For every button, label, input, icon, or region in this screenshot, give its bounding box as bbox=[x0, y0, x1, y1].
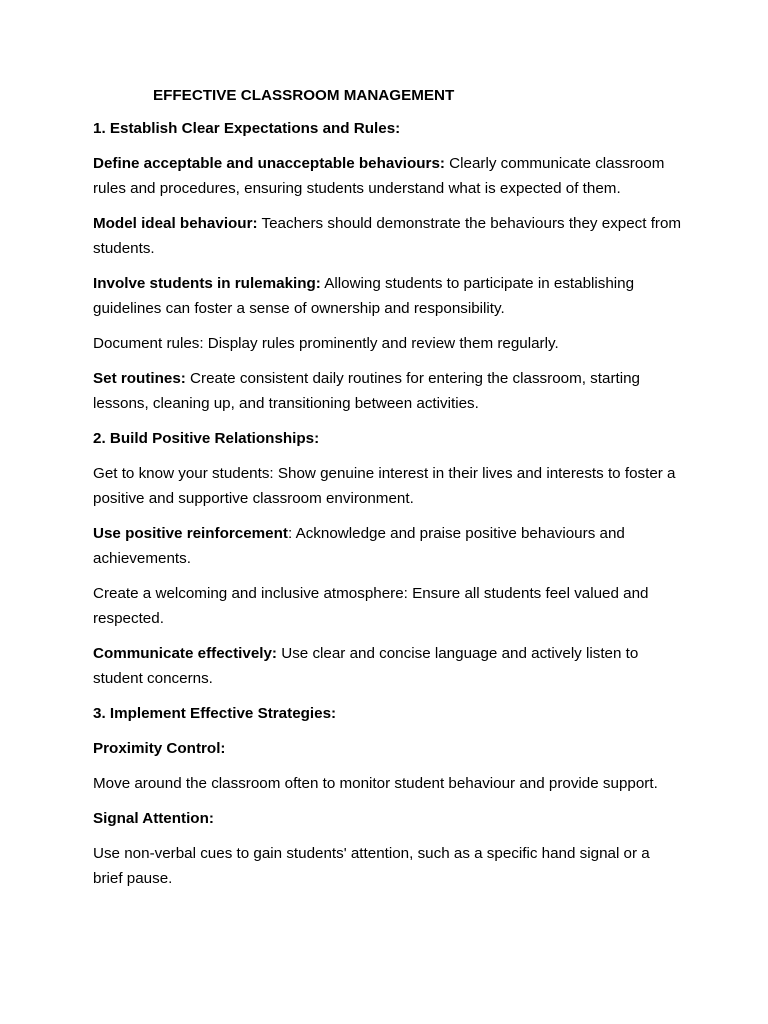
paragraph bbox=[93, 841, 683, 891]
paragraph-lead: Define acceptable and unacceptable behaviours: bbox=[93, 155, 445, 172]
paragraph bbox=[93, 581, 683, 631]
paragraph-lead: Signal Attention: bbox=[93, 810, 214, 827]
paragraph-lead: Model ideal behaviour: bbox=[93, 215, 258, 232]
paragraph bbox=[93, 366, 683, 416]
paragraph bbox=[93, 151, 683, 201]
paragraph-lead: Proximity Control: bbox=[93, 740, 226, 757]
paragraph-lead: Set routines: bbox=[93, 370, 186, 387]
section-heading: 1. Establish Clear Expectations and Rules: bbox=[93, 120, 401, 137]
paragraph bbox=[93, 521, 683, 571]
document-title: EFFECTIVE CLASSROOM MANAGEMENT bbox=[153, 87, 455, 104]
paragraph-text: Use clear and concise language and actively listen to student concerns. bbox=[93, 645, 639, 687]
paragraph bbox=[93, 211, 683, 261]
paragraph-text: : Acknowledge and praise positive behaviours and achievements. bbox=[93, 525, 625, 567]
paragraph-text: Create a welcoming and inclusive atmosphere: Ensure all students feel valued and respected. bbox=[93, 585, 649, 627]
document-body bbox=[93, 86, 683, 901]
paragraph-text: Clearly communicate classroom rules and procedures, ensuring students understand what is expected of them. bbox=[93, 155, 665, 197]
paragraph bbox=[93, 771, 683, 796]
paragraph-text: Document rules: Display rules prominently and review them regularly. bbox=[93, 335, 559, 352]
paragraph-lead: Involve students in rulemaking: bbox=[93, 275, 321, 292]
section-heading: 3. Implement Effective Strategies: bbox=[93, 705, 337, 722]
section-heading: 2. Build Positive Relationships: bbox=[93, 430, 320, 447]
paragraph-text: Get to know your students: Show genuine interest in their lives and interests to foster a positive and supportive classroom environment. bbox=[93, 465, 676, 507]
paragraph bbox=[93, 331, 683, 356]
paragraph bbox=[93, 641, 683, 691]
paragraph bbox=[93, 806, 683, 831]
paragraph bbox=[93, 736, 683, 761]
paragraph-text: Teachers should demonstrate the behaviours they expect from students. bbox=[93, 215, 682, 257]
paragraph-text: Create consistent daily routines for entering the classroom, starting lessons, cleaning up, and transitioning between activities. bbox=[93, 370, 640, 412]
paragraph-text: Allowing students to participate in establishing guidelines can foster a sense of ownership and responsibility. bbox=[93, 275, 635, 317]
paragraph bbox=[93, 461, 683, 511]
paragraph-text: Use non-verbal cues to gain students' attention, such as a specific hand signal or a brief pause. bbox=[93, 845, 650, 887]
paragraph-lead: Use positive reinforcement bbox=[93, 525, 288, 542]
paragraph bbox=[93, 271, 683, 321]
paragraph-text: Move around the classroom often to monitor student behaviour and provide support. bbox=[93, 775, 658, 792]
paragraph-lead: Communicate effectively: bbox=[93, 645, 277, 662]
